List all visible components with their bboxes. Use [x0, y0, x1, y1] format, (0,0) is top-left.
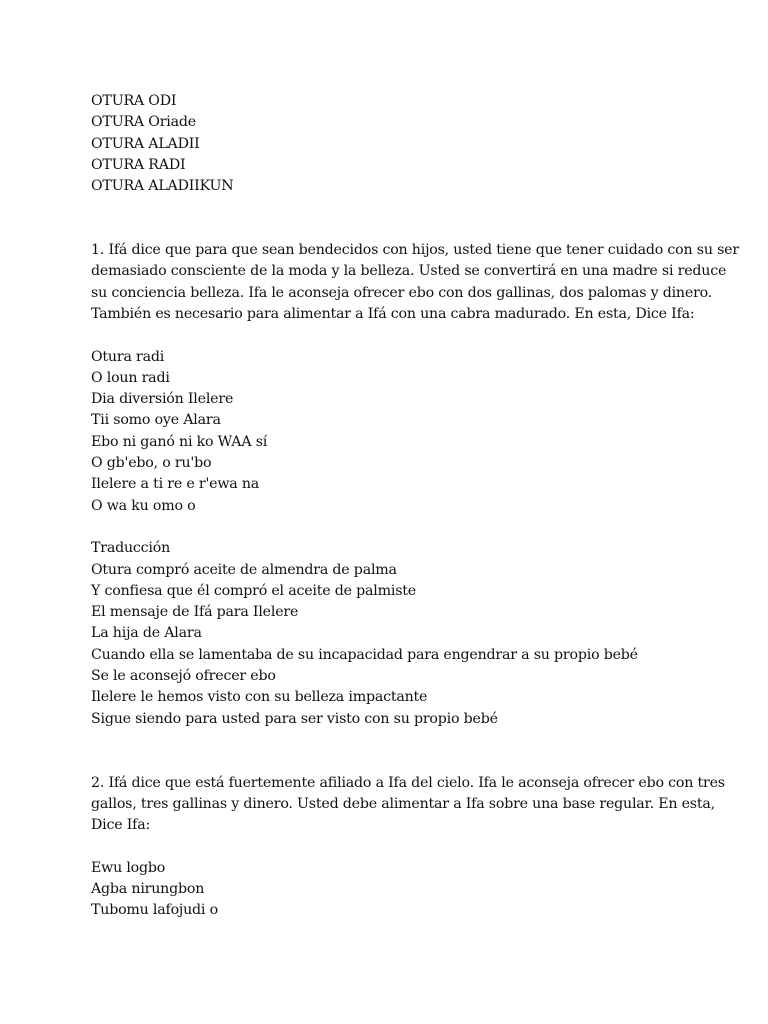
- verse-line: Tubomu lafojudi o: [91, 902, 218, 919]
- paragraph-line: 2. Ifá dice que está fuertemente afiliado a Ifa del cielo. Ifa le aconseja ofrecer ebo con tres: [91, 774, 725, 791]
- verse-line: Ewu logbo: [91, 859, 166, 876]
- title-line: OTURA ODI: [91, 93, 177, 109]
- title-line: OTURA RADI: [91, 156, 186, 173]
- section-2-verse: [91, 858, 691, 922]
- translation-line: Cuando ella se lamentaba de su incapacidad para engendrar a su propio bebé: [91, 646, 638, 663]
- verse-line: Dia diversión Ilelere: [91, 391, 234, 408]
- paragraph-line: Dice Ifa:: [91, 817, 151, 834]
- verse-line: Tii somo oye Alara: [91, 412, 221, 429]
- spacer: [91, 836, 691, 857]
- title-line: OTURA ALADII: [91, 135, 200, 152]
- verse-line: Agba nirungbon: [91, 880, 205, 897]
- title-line: OTURA Oriade: [91, 114, 196, 131]
- document-page: [91, 91, 739, 922]
- verse-line: O wa ku omo o: [91, 497, 196, 514]
- translation-line: La hija de Alara: [91, 625, 202, 642]
- verse-line: O loun radi: [91, 369, 170, 386]
- spacer: [91, 517, 691, 538]
- section-1-translation: [91, 538, 691, 730]
- translation-heading: Traducción: [91, 540, 171, 557]
- paragraph-line: gallos, tres gallinas y dinero. Usted debe alimentar a Ifa sobre una base regular. En esta,: [91, 795, 715, 812]
- spacer: [91, 197, 691, 240]
- spacer: [91, 325, 691, 346]
- translation-line: Otura compró aceite de almendra de palma: [91, 561, 397, 578]
- verse-line: Otura radi: [91, 348, 165, 365]
- verse-line: Ebo ni ganó ni ko WAA sí: [91, 433, 268, 450]
- translation-line: Ilelere le hemos visto con su belleza impactante: [91, 689, 428, 706]
- translation-line: Y confiesa que él compró el aceite de palmiste: [91, 582, 416, 599]
- paragraph-line: También es necesario para alimentar a Ifá con una cabra madurado. En esta, Dice Ifa:: [91, 305, 695, 322]
- section-2-paragraph: [91, 773, 725, 837]
- title-line: OTURA ALADIIKUN: [91, 178, 234, 195]
- translation-line: El mensaje de Ifá para Ilelere: [91, 604, 299, 621]
- paragraph-line: 1. Ifá dice que para que sean bendecidos con hijos, usted tiene que tener cuidado con su ser: [91, 242, 739, 259]
- paragraph-line: demasiado consciente de la moda y la belleza. Usted se convertirá en una madre si reduce: [91, 263, 727, 280]
- translation-line: Se le aconsejó ofrecer ebo: [91, 668, 276, 685]
- verse-line: O gb'ebo, o ru'bo: [91, 455, 212, 472]
- spacer: [91, 730, 691, 773]
- section-1-paragraph: [91, 240, 739, 325]
- verse-line: Ilelere a ti re e r'ewa na: [91, 476, 260, 493]
- title-list: [91, 91, 691, 197]
- paragraph-line: su conciencia belleza. Ifa le aconseja ofrecer ebo con dos gallinas, dos palomas y dinero.: [91, 284, 713, 301]
- section-1-verse: [91, 347, 691, 517]
- translation-line: Sigue siendo para usted para ser visto con su propio bebé: [91, 710, 498, 727]
